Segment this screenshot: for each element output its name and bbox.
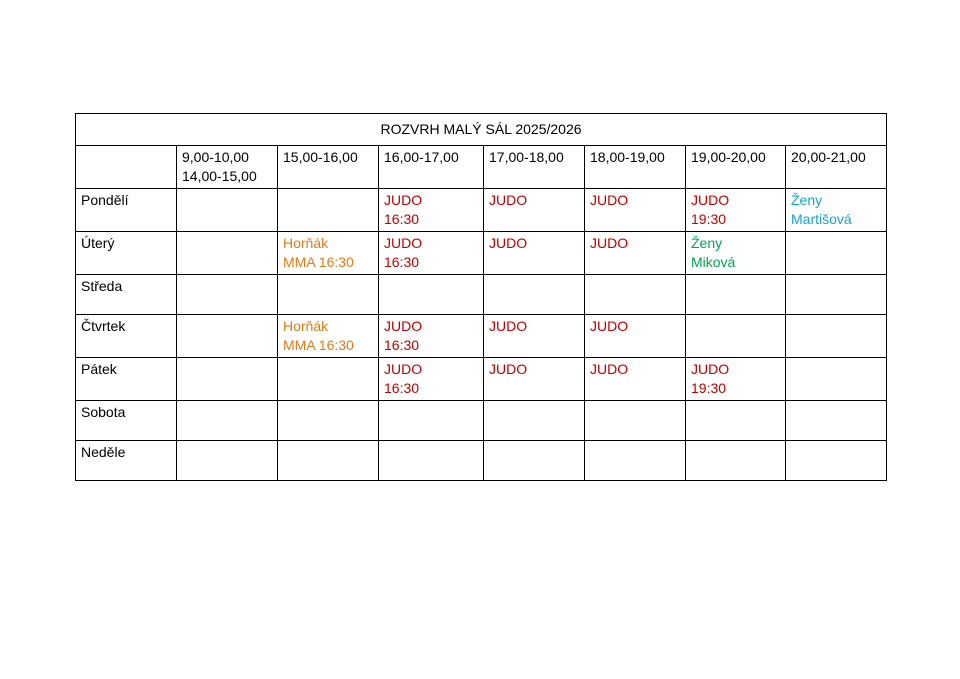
schedule-cell <box>585 401 686 441</box>
session-text: Horňák <box>283 235 329 251</box>
time-header-3 <box>484 146 585 189</box>
schedule-cell <box>379 232 484 275</box>
session-text: Horňák <box>283 318 329 334</box>
session-text: 19:30 <box>691 380 727 396</box>
title-row <box>76 114 887 146</box>
session-text: 16:30 <box>384 211 420 227</box>
day-label: Pátek <box>76 358 177 401</box>
schedule-cell <box>686 315 786 358</box>
schedule-cell <box>177 275 278 315</box>
schedule-cell <box>379 441 484 481</box>
schedule-cell <box>786 275 887 315</box>
schedule-cell <box>177 232 278 275</box>
session-text: JUDO <box>590 192 629 208</box>
session-text: JUDO <box>489 235 528 251</box>
corner-cell <box>76 146 177 189</box>
day-row <box>76 358 887 401</box>
schedule-cell <box>786 315 887 358</box>
schedule-cell <box>786 358 887 401</box>
schedule-cell <box>278 232 379 275</box>
schedule-cell <box>786 401 887 441</box>
time-header-line: 14,00-15,00 <box>182 168 257 184</box>
schedule-cell <box>686 401 786 441</box>
time-header-line: 15,00-16,00 <box>283 149 358 165</box>
day-label: Sobota <box>76 401 177 441</box>
session-text: Martišová <box>791 211 852 227</box>
session-text: 16:30 <box>384 380 420 396</box>
schedule-cell <box>379 401 484 441</box>
schedule-cell <box>379 358 484 401</box>
schedule-cell <box>278 358 379 401</box>
schedule-cell <box>585 358 686 401</box>
time-header-line: 17,00-18,00 <box>489 149 564 165</box>
schedule-cell <box>686 358 786 401</box>
session-text: JUDO <box>691 192 730 208</box>
time-header-1 <box>278 146 379 189</box>
schedule-cell <box>278 315 379 358</box>
session-text: 19:30 <box>691 211 727 227</box>
schedule-cell <box>585 441 686 481</box>
day-row <box>76 275 887 315</box>
schedule-cell <box>177 189 278 232</box>
session-text: JUDO <box>691 361 730 377</box>
schedule-cell <box>379 275 484 315</box>
time-header-line: 19,00-20,00 <box>691 149 766 165</box>
day-row <box>76 232 887 275</box>
session-text: JUDO <box>590 361 629 377</box>
schedule-cell <box>786 189 887 232</box>
schedule-cell <box>484 441 585 481</box>
session-text: Miková <box>691 254 736 270</box>
schedule-cell <box>686 441 786 481</box>
schedule-cell <box>278 401 379 441</box>
session-text: MMA 16:30 <box>283 337 354 353</box>
schedule-cell <box>786 441 887 481</box>
day-label: Úterý <box>76 232 177 275</box>
schedule-cell <box>177 401 278 441</box>
session-text: JUDO <box>384 192 423 208</box>
day-label: Pondělí <box>76 189 177 232</box>
schedule-cell <box>585 189 686 232</box>
schedule-cell <box>686 232 786 275</box>
day-row <box>76 401 887 441</box>
schedule-table <box>75 113 887 481</box>
session-text: JUDO <box>489 192 528 208</box>
schedule-cell <box>484 189 585 232</box>
time-header-2 <box>379 146 484 189</box>
schedule-cell <box>278 275 379 315</box>
time-header-line: 20,00-21,00 <box>791 149 866 165</box>
schedule-title: ROZVRH MALÝ SÁL 2025/2026 <box>76 114 887 146</box>
session-text: JUDO <box>489 318 528 334</box>
session-text: 16:30 <box>384 337 420 353</box>
day-row <box>76 315 887 358</box>
schedule-cell <box>177 358 278 401</box>
schedule-cell <box>484 275 585 315</box>
schedule-cell <box>484 232 585 275</box>
schedule-cell <box>177 441 278 481</box>
schedule-cell <box>585 275 686 315</box>
session-text: Ženy <box>691 235 723 251</box>
session-text: JUDO <box>590 318 629 334</box>
time-header-6 <box>786 146 887 189</box>
session-text: JUDO <box>384 318 423 334</box>
schedule-cell <box>686 189 786 232</box>
session-text: 16:30 <box>384 254 420 270</box>
time-header-line: 9,00-10,00 <box>182 149 249 165</box>
schedule-cell <box>484 315 585 358</box>
session-text: JUDO <box>384 235 423 251</box>
schedule-cell <box>278 189 379 232</box>
day-label: Středa <box>76 275 177 315</box>
schedule-cell <box>686 275 786 315</box>
schedule-cell <box>585 232 686 275</box>
day-label: Čtvrtek <box>76 315 177 358</box>
schedule-cell <box>484 401 585 441</box>
schedule-cell <box>177 315 278 358</box>
session-text: JUDO <box>489 361 528 377</box>
time-header-5 <box>686 146 786 189</box>
time-header-line: 18,00-19,00 <box>590 149 665 165</box>
session-text: Ženy <box>791 192 823 208</box>
schedule-cell <box>379 189 484 232</box>
schedule-cell <box>379 315 484 358</box>
schedule-cell <box>484 358 585 401</box>
session-text: JUDO <box>590 235 629 251</box>
time-header-line: 16,00-17,00 <box>384 149 459 165</box>
header-row <box>76 146 887 189</box>
schedule-body <box>76 114 887 481</box>
schedule-cell <box>278 441 379 481</box>
day-row <box>76 189 887 232</box>
session-text: JUDO <box>384 361 423 377</box>
schedule-cell <box>585 315 686 358</box>
time-header-4 <box>585 146 686 189</box>
session-text: MMA 16:30 <box>283 254 354 270</box>
day-label: Neděle <box>76 441 177 481</box>
day-row <box>76 441 887 481</box>
schedule-cell <box>786 232 887 275</box>
time-header-0 <box>177 146 278 189</box>
